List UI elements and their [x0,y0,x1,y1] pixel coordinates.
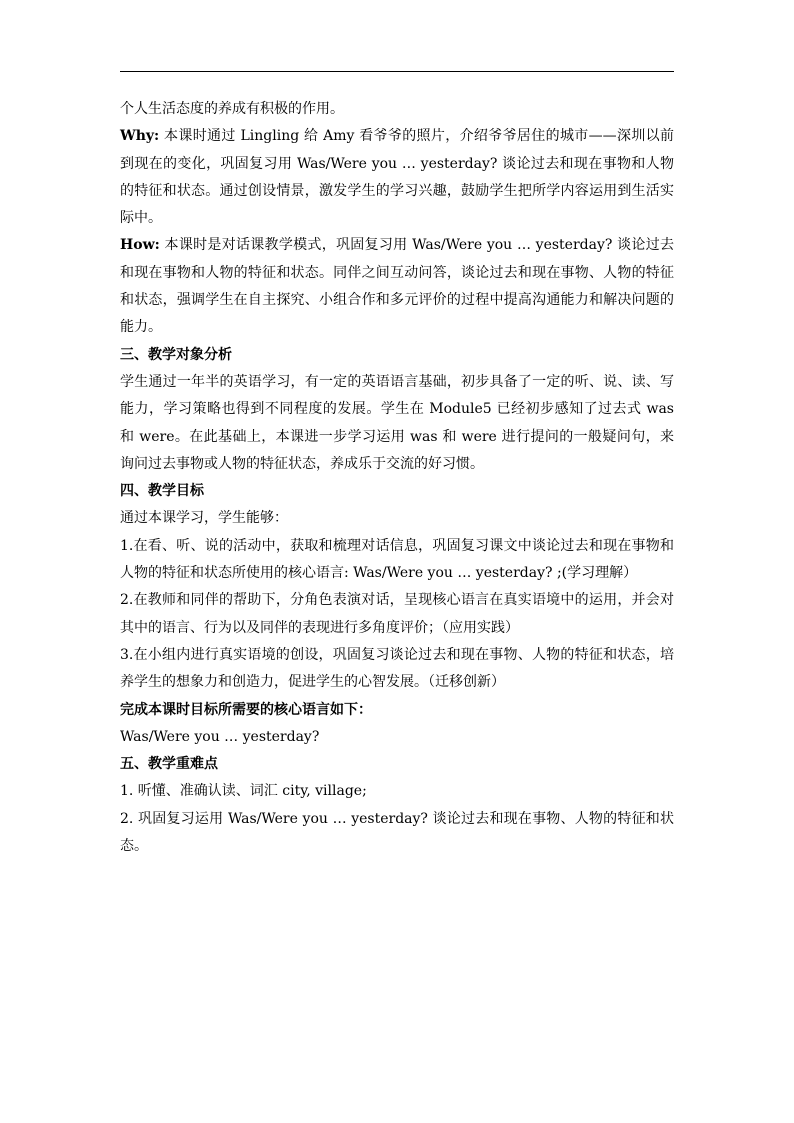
paragraph-continuation: 个人生活态度的养成有积极的作用。 [120,101,344,117]
section3-heading: 三、教学对象分析 [120,346,232,363]
section4-intro: 通过本课学习，学生能够： [120,510,288,527]
goal-2: 2.在教师和同伴的帮助下，分角色表演对话，呈现核心语言在真实语境中的运用，并会对其中的语言、行为以及同伴的表现进行多角度评价；（应用实践） [120,592,674,636]
key-point-2: 2. 巩固复习运用 Was/Were you … yesterday? 谈论过去和现在事物、人物的特征和状态。 [120,810,674,855]
how-paragraph [120,232,674,341]
section5-heading: 五、教学重难点 [120,756,218,773]
how-label: How: [120,237,160,254]
core-language-sentence: Was/Were you … yesterday? [120,728,320,745]
document-body [120,96,674,860]
why-label: Why: [120,128,160,145]
header-rule [120,71,674,72]
key-point-1: 1. 听懂、准确认读、词汇 city, village; [120,783,367,800]
goal-1: 1.在看、听、说的活动中，获取和梳理对话信息，巩固复习课文中谈论过去和现在事物和人物的特征和状态所使用的核心语言: Was/Were you … yesterday? ;(学习理解） [120,537,674,582]
core-language-heading: 完成本课时目标所需要的核心语言如下： [120,701,372,718]
section4-heading: 四、教学目标 [120,483,204,500]
how-text: 本课时是对话课教学模式，巩固复习用 Was/Were you … yesterday? 谈论过去和现在事物和人物的特征和状态。同伴之间互动问答，谈论过去和现在事物、人物的特征和状态，强调学生在自主探究、小组合作和多元评价的过程中提高沟通能力和解决问题的能力。 [120,237,674,336]
why-paragraph [120,123,674,232]
goal-3: 3.在小组内进行真实语境的创设，巩固复习谈论过去和现在事物、人物的特征和状态，培养学生的想象力和创造力，促进学生的心智发展。（迁移创新） [120,646,674,691]
why-text: 本课时通过 Lingling 给 Amy 看爷爷的照片，介绍爷爷居住的城市——深圳以前到现在的变化，巩固复习用 Was/Were you … yesterday? 谈论过去和现在事物和人物的特征和状态。通过创设情景，激发学生的学习兴趣，鼓励学生把所学内容运用到生活实际中。 [120,128,674,227]
section3-text: 学生通过一年半的英语学习，有一定的英语语言基础，初步具备了一定的听、说、读、写能力，学习策略也得到不同程度的发展。学生在 Module5 已经初步感知了过去式 was 和 were。在此基础上，本课进一步学习运用 was 和 were 进行提问的一般疑问句，来询问过去事物或人物的特征状态，养成乐于交流的好习惯。 [120,373,674,472]
